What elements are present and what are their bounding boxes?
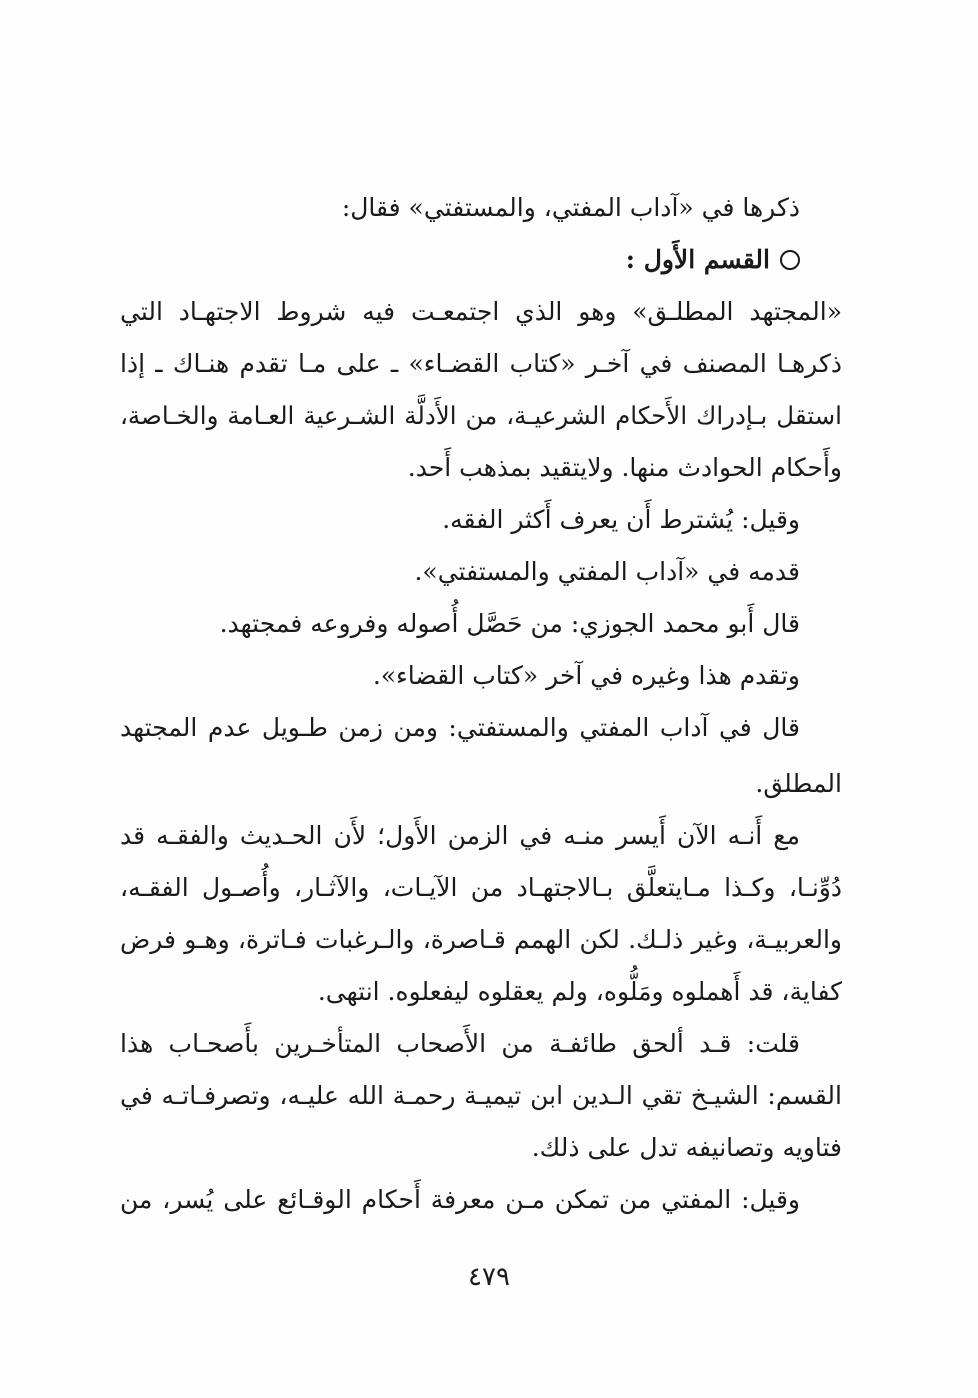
text-line: قدمه في «آداب المفتي والمستفتي».: [414, 557, 800, 586]
text-line: استقل بـإدراك الأَحكام الشرعيـة، من الأَدلَّة الشـرعية العـامة والخـاصة،: [120, 401, 842, 430]
text-line: قال أَبو محمد الجوزي: من حَصَّل أُصوله وفروعه فمجتهد.: [219, 609, 800, 638]
text-line: مع أَنـه الآن أَيسر منـه في الزمن الأَول؛ لأَن الحـديث والفقـه قد: [120, 821, 800, 850]
circle-bullet-icon: [780, 250, 800, 270]
page-body-text: [120, 0, 842, 1240]
text-line: ذكرهـا المصنف في آخـر «كتاب القضـاء» ـ على مـا تقدم هنـاك ـ إذا: [120, 349, 842, 378]
page-number: ٤٧٩: [468, 1262, 510, 1292]
text-line: القسم: الشيـخ تقي الـدين ابن تيميـة رحمـة الله عليـه، وتصرفـاتـه في: [120, 1081, 842, 1110]
text-line: قلت: قـد ألحق طائفـة من الأَصحاب المتأخـرين بأَصحـاب هذا: [120, 1029, 800, 1058]
text-line: المطلق.: [755, 769, 842, 798]
text-line: وتقدم هذا وغيره في آخر «كتاب القضاء».: [372, 661, 800, 690]
text-line: وقيل: المفتي من تمكن مـن معرفة أَحكام الوقـائع على يُسر، من: [120, 1185, 800, 1214]
text-line: كفاية، قد أَهملوه ومَلُّوه، ولم يعقلوه ليفعلوه. انتهى.: [317, 977, 842, 1006]
section-heading-text: القسم الأَول :: [625, 245, 770, 274]
text-line: وقيل: يُشترط أَن يعرف أَكثر الفقه.: [442, 505, 800, 534]
text-line: والعربيـة، وغير ذلـك. لكن الهمم قـاصرة، والـرغبات فـاترة، وهـو فرض: [120, 925, 842, 954]
section-heading: [120, 232, 842, 288]
text-line: وأَحكام الحوادث منها. ولايتقيد بمذهب أَحد.: [407, 453, 842, 482]
text-line: فتاويه وتصانيفه تدل على ذلك.: [531, 1133, 842, 1162]
text-line: دُوِّنـا، وكـذا مـايتعلَّق بـالاجتهـاد من الآيـات، والآثـار، وأُصـول الفقـه،: [120, 873, 842, 902]
text-line: ذكرها في «آداب المفتي، والمستفتي» فقال:: [341, 193, 800, 222]
text-line: قال في آداب المفتي والمستفتي: ومن زمن طـويل عدم المجتهد: [120, 713, 800, 742]
text-line: «المجتهد المطلـق» وهو الذي اجتمعـت فيه شروط الاجتهـاد التي: [120, 297, 842, 326]
